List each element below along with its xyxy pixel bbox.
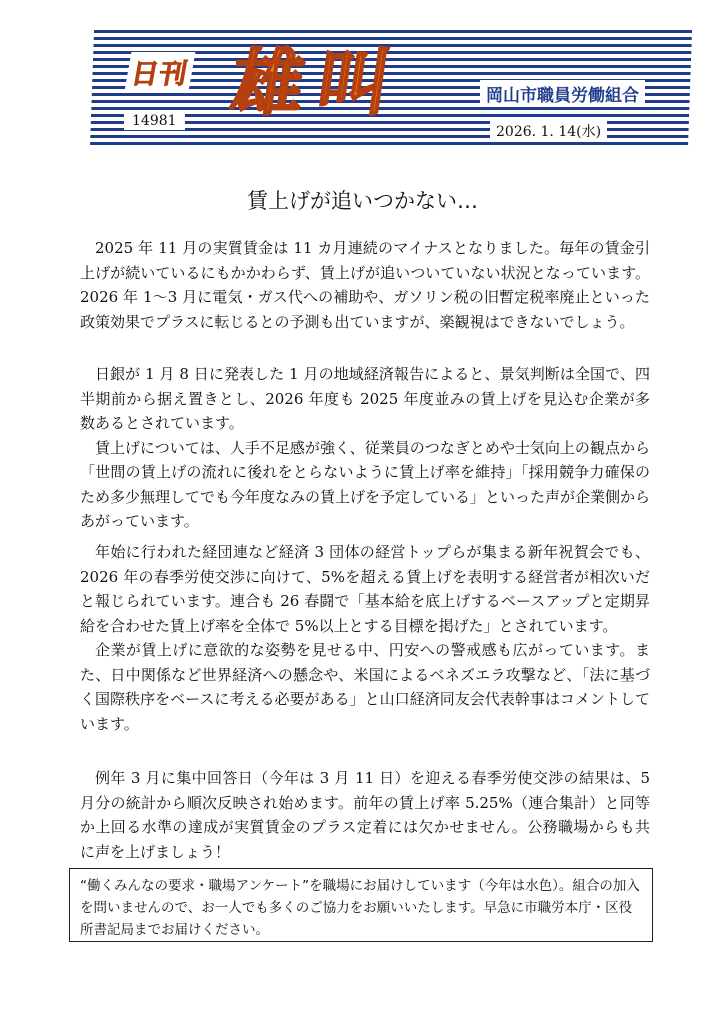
issue-number: 14981	[124, 112, 185, 130]
paragraph-text: 賃上げについては、人手不足感が強く、従業員のつなぎとめや士気向上の観点から「世間の賃上げの流れに後れをとらないように賃上げ率を維持」「採用競争力確保のため多少無理してでも今年度なみの賃上げを予定している」といった声が企業側からあがっています。	[80, 438, 651, 530]
paragraph-text: 日銀が 1 月 8 日に発表した 1 月の地域経済報告によると、景気判断は全国で、四半期前から据え置きとし、2026 年度も 2025 年度並みの賃上げを見込む企業が多数あるとされています。	[80, 365, 650, 432]
paragraph-4	[80, 766, 650, 864]
notice-box	[69, 868, 653, 942]
organization-name: 岡山市職員労働組合	[480, 80, 645, 107]
masthead-title: 雄叫	[226, 41, 410, 125]
masthead-subtitle: 日刊	[125, 52, 196, 91]
issue-date: 2026. 1. 14(水)	[490, 120, 607, 142]
paragraph-text: 年始に行われた経団連など経済 3 団体の経営トップらが集まる新年祝賀会でも、2026 年の春季労使交渉に向けて、5%を超える賃上げを表明する経営者が相次いだと報じられています。連合も 26 春闘で「基本給を底上げするベースアップと定期昇給を合わせた賃上げ率を全体で 5%以上とする目標を掲げた」とされています。	[80, 543, 650, 635]
paragraph-2	[80, 362, 650, 534]
paragraph-text: 例年 3 月に集中回答日（今年は 3 月 11 日）を迎える春季労使交渉の結果は、5 月分の統計から順次反映され始めます。前年の賃上げ率 5.25%（連合集計）と同等か上回る水準の達成が実質賃金のプラス定着には欠かせません。公務職場からも共に声を上げましょう！	[80, 769, 650, 861]
paragraph-text: 企業が賃上げに意欲的な姿勢を見せる中、円安への警戒感も広がっています。また、日中関係など世界経済への懸念や、米国によるベネズエラ攻撃など、「法に基づく国際秩序をベースに考える必要がある」と山口経済同友会代表幹事はコメントしています。	[80, 641, 650, 733]
paragraph-1	[80, 236, 650, 334]
paragraph-3	[80, 540, 650, 736]
paragraph-text: 2025 年 11 月の実質賃金は 11 カ月連続のマイナスとなりました。毎年の賃金引上げが続いているにもかかわらず、賃上げが追いついていない状況となっています。2026 年 1～3 月に電気・ガス代への補助や、ガソリン税の旧暫定税率廃止といった政策効果でプラスに転じるとの予測も出ていますが、楽観視はできないでしょう。	[80, 239, 650, 331]
notice-text: “働くみんなの要求・職場アンケート”を職場にお届けしています（今年は水色）。組合の加入を問いませんので、お一人でも多くのご協力をお願いいたします。早急に市職労本庁・区役所書記局までお届けください。	[80, 878, 640, 938]
headline: 賃上げが追いつかない…	[247, 189, 478, 213]
